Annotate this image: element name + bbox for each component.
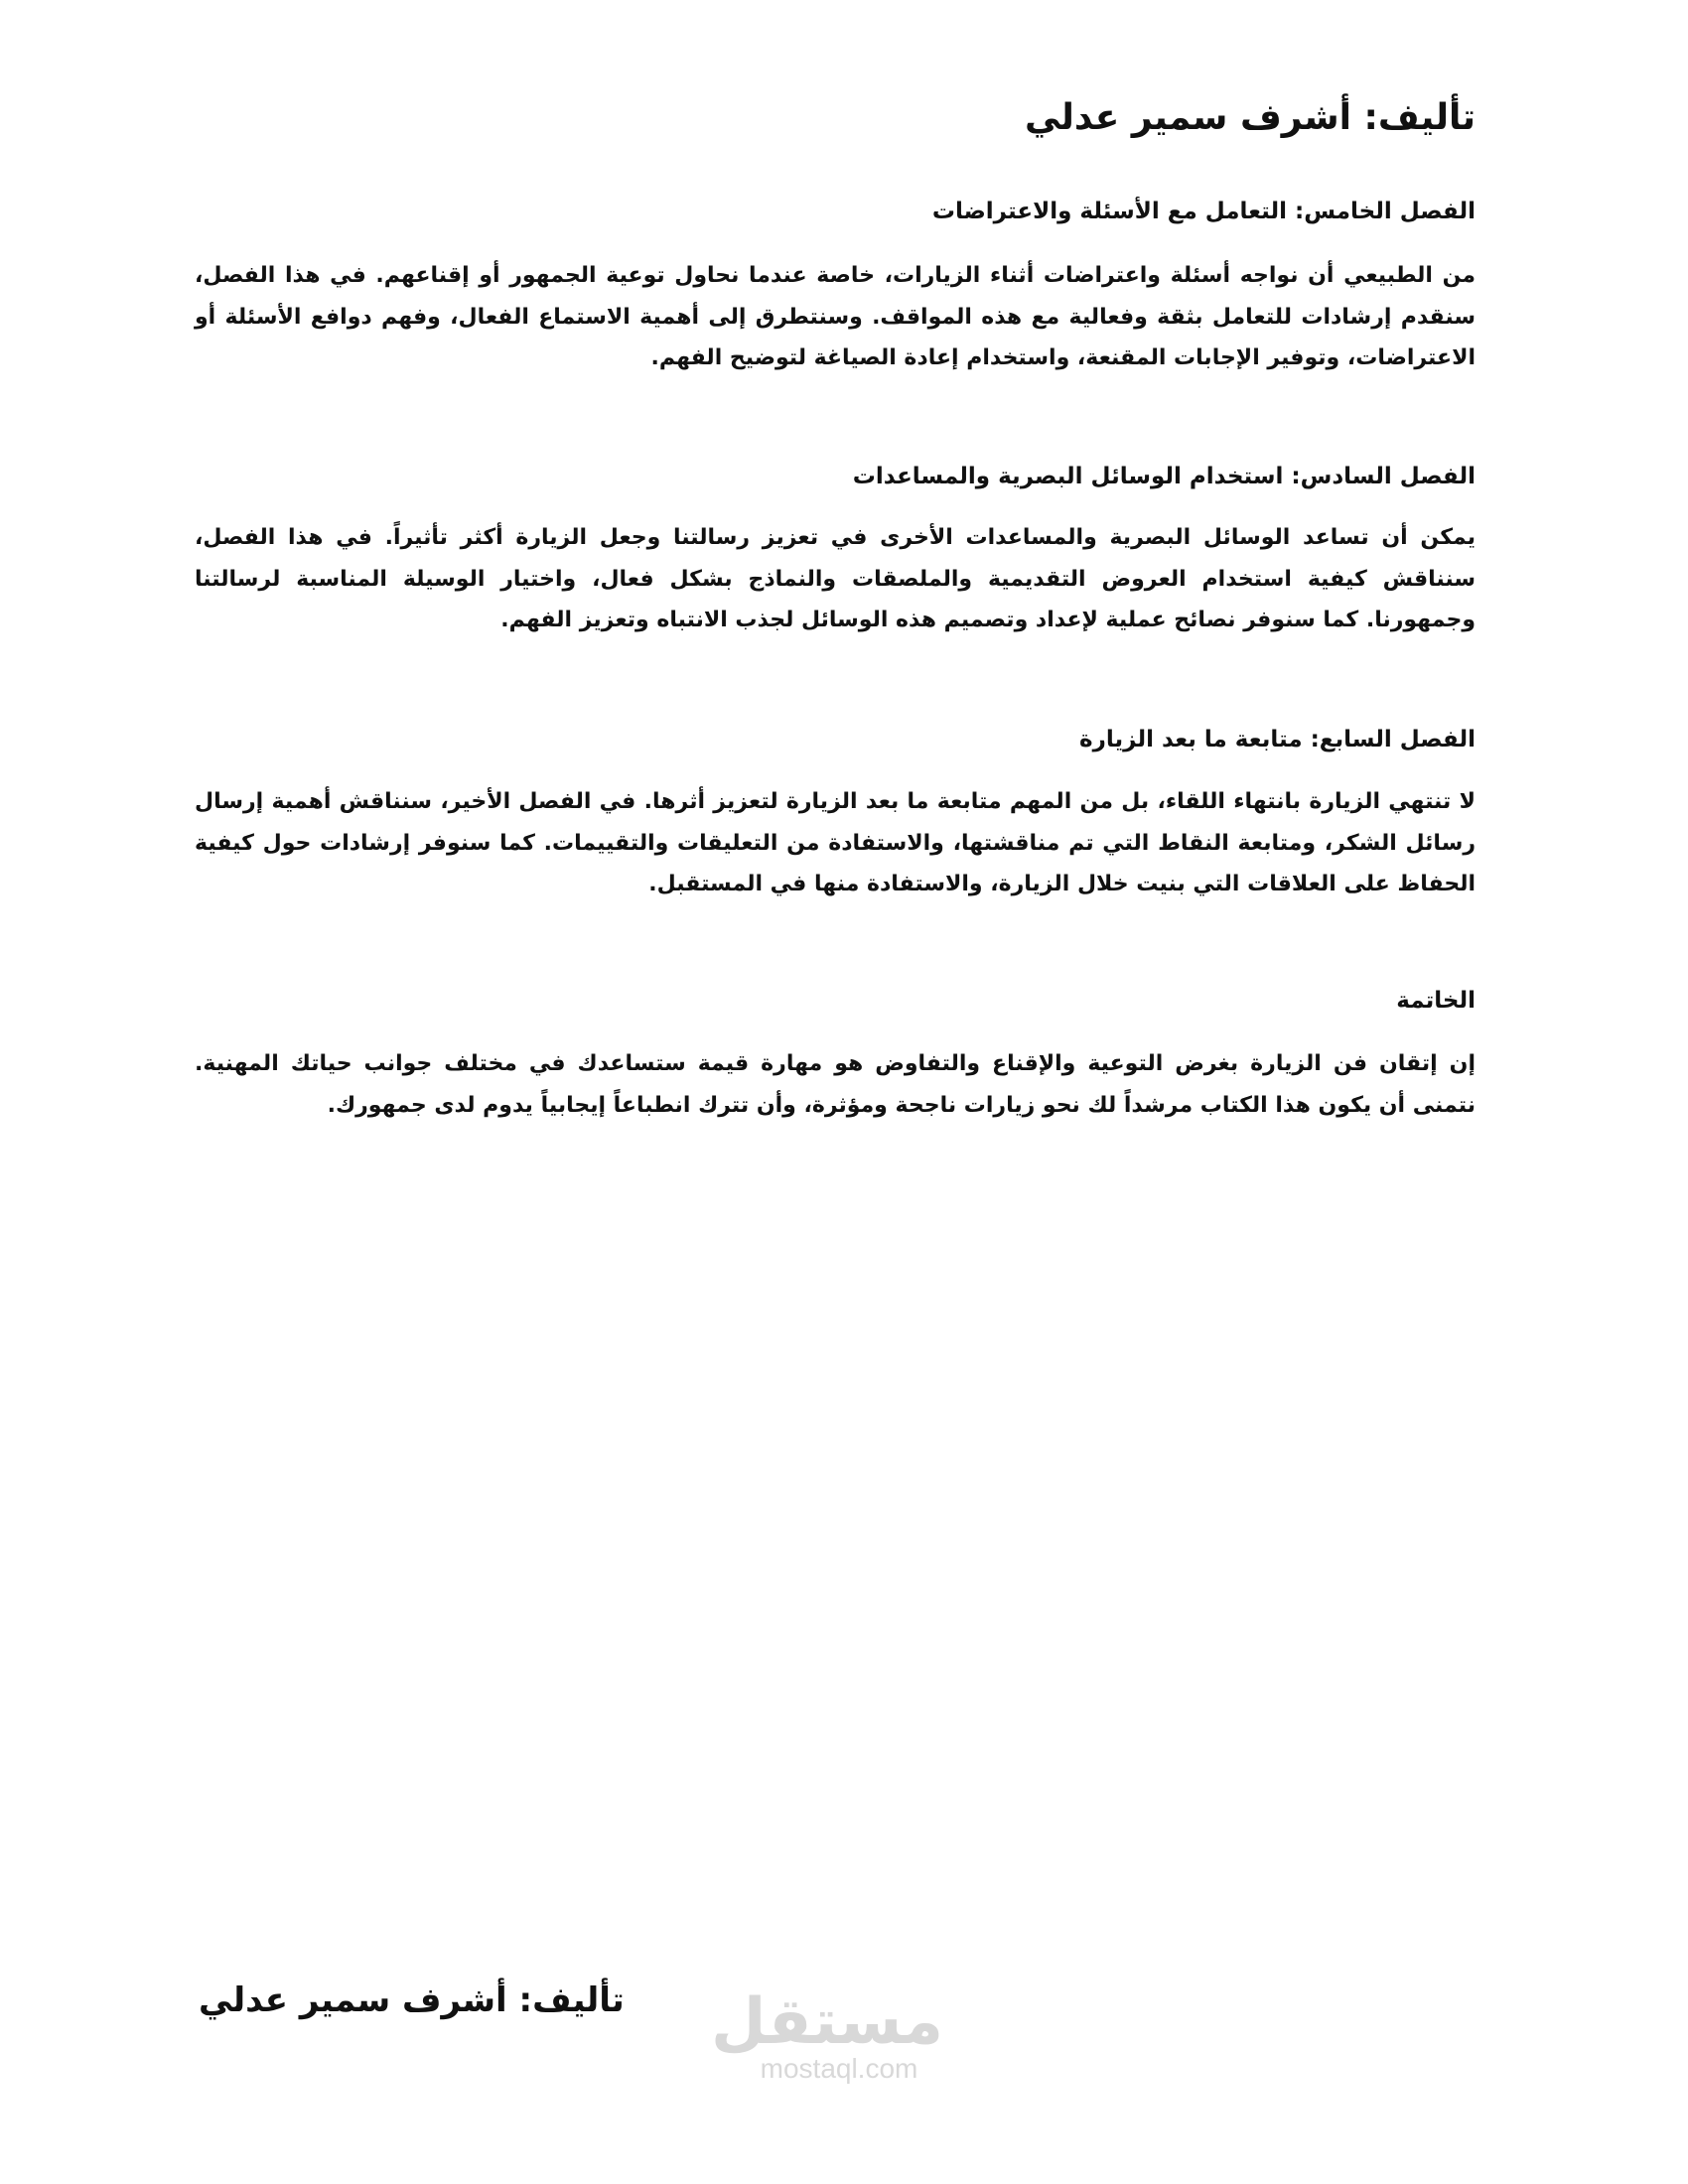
conclusion-heading: الخاتمة	[1396, 988, 1476, 1014]
watermark-arabic: مستقل	[710, 1985, 943, 2059]
chapter-5-body: من الطبيعي أن نواجه أسئلة واعتراضات أثناء الزيارات، خاصة عندما نحاول توعية الجمهور أو إقناعهم. في هذا الفصل، سنقدم إرشادات للتعامل بثقة وفعالية مع هذه المواقف. وسنتطرق إلى أهمية الاستماع الفعال، وفهم دوافع الأسئلة أو الاعتراضات، وتوفير الإجابات المقنعة، واستخدام إعادة الصياغة لتوضيح الفهم.	[195, 263, 1476, 370]
page-author-title: تأليف: أشرف سمير عدلي	[1024, 97, 1476, 138]
chapter-5-heading: الفصل الخامس: التعامل مع الأسئلة والاعتراضات	[931, 199, 1476, 224]
conclusion-body: إن إتقان فن الزيارة بغرض التوعية والإقناع والتفاوض هو مهارة قيمة ستساعدك في مختلف جوانب حياتك المهنية. نتمنى أن يكون هذا الكتاب مرشداً لك نحو زيارات ناجحة ومؤثرة، وأن تترك انطباعاً إيجابياً يدوم لدى جمهورك.	[195, 1051, 1476, 1118]
mostaql-watermark	[710, 1985, 943, 2084]
watermark-latin: mostaql.com	[760, 2053, 918, 2084]
chapter-7-heading: الفصل السابع: متابعة ما بعد الزيارة	[1079, 727, 1476, 752]
chapter-6-body: يمكن أن تساعد الوسائل البصرية والمساعدات الأخرى في تعزيز رسالتنا وجعل الزيارة أكثر تأثيراً. في هذا الفصل، سنناقش كيفية استخدام العروض التقديمية والملصقات والنماذج بشكل فعال، واختيار الوسيلة المناسبة لرسالتنا وجمهورنا. كما سنوفر نصائح عملية لإعداد وتصميم هذه الوسائل لجذب الانتباه وتعزيز الفهم.	[195, 525, 1476, 632]
chapter-7-body: لا تنتهي الزيارة بانتهاء اللقاء، بل من المهم متابعة ما بعد الزيارة لتعزيز أثرها. في الفصل الأخير، سنناقش أهمية إرسال رسائل الشكر، ومتابعة النقاط التي تم مناقشتها، والاستفادة من التعليقات والتقييمات. كما سنوفر إرشادات حول كيفية الحفاظ على العلاقات التي بنيت خلال الزيارة، والاستفادة منها في المستقبل.	[195, 789, 1476, 896]
footer-author: تأليف: أشرف سمير عدلي	[199, 1980, 625, 2020]
chapter-6-heading: الفصل السادس: استخدام الوسائل البصرية والمساعدات	[852, 464, 1476, 489]
